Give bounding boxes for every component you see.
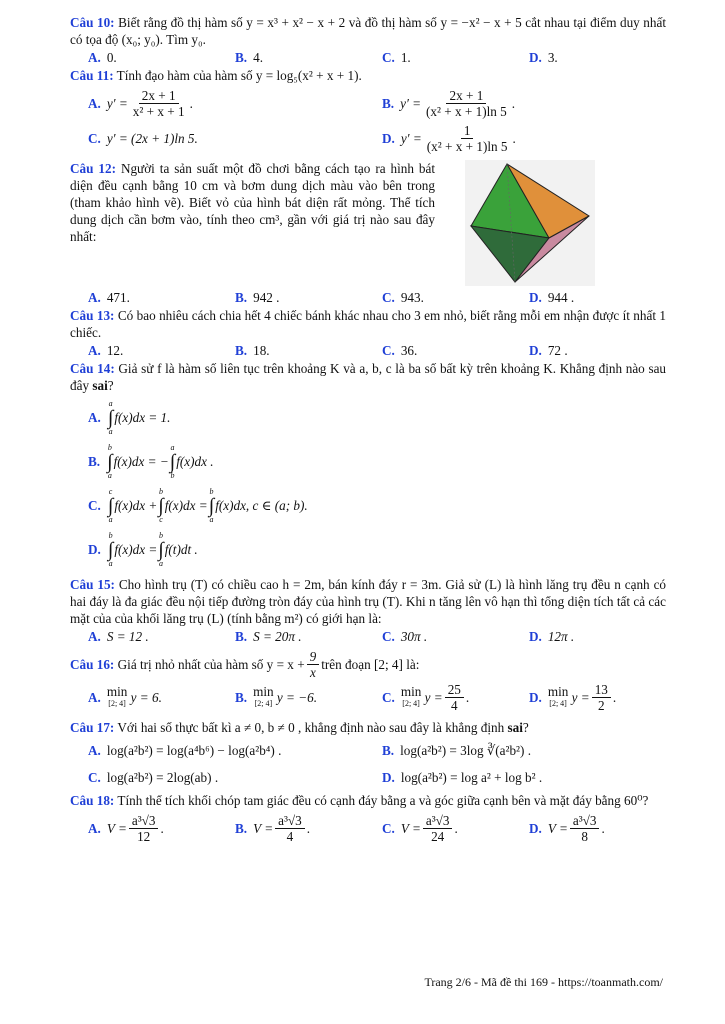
option-b[interactable]: B. y′ = $\frac{2x + 1}{\text{(x² + x + 1)ln 5}}$ . bbox=[382, 88, 516, 119]
option-d[interactable]: D. y′ = $\frac{1}{\text{(x² + x + 1)ln 5}}$ . bbox=[382, 123, 516, 154]
option-b[interactable]: B. min [2; 4] y = −6. bbox=[235, 683, 318, 708]
option-b[interactable]: B. 942 . bbox=[235, 290, 280, 305]
option-c[interactable]: C. 30π . bbox=[382, 629, 428, 644]
fraction: $\frac{\text{a³√3}}{8}$ bbox=[570, 813, 600, 844]
octahedron-image bbox=[465, 160, 595, 286]
exam-page bbox=[70, 14, 666, 845]
options-10 bbox=[88, 50, 666, 66]
option-c[interactable]: C. 1. bbox=[382, 50, 411, 65]
question-10 bbox=[70, 14, 666, 48]
option-a[interactable]: A. min [2; 4] y = 6. bbox=[88, 683, 162, 708]
integral-sign: b ∫ a bbox=[107, 443, 113, 480]
options-18 bbox=[88, 813, 666, 844]
question-text: Tính thể tích khối chóp tam giác đều có cạnh đáy bằng a và góc giữa cạnh bên và mặt đáy bằng 60⁰? bbox=[117, 793, 649, 808]
question-text: Cho hình trụ (T) có chiều cao h = 2m, bán kính đáy r = 3m. Giả sử (L) là hình lăng trụ đều n cạnh có hai đáy là đa giác đều nội tiếp đường tròn đáy của hình trụ (T). Khi n tăng lên vô hạn thì tổng diện tích tất cả các mặt của của khối lăng trụ (L) (tính bằng m²) có giới hạn là: bbox=[70, 577, 667, 626]
option-d[interactable]: D. V = $\frac{\text{a³√3}}{8}$ . bbox=[529, 813, 605, 844]
option-a[interactable]: A. log(a²b²) = log(a⁴b⁶) − log(a²b⁴) . bbox=[88, 743, 282, 758]
option-d[interactable]: D. log(a²b²) = log a² + log b² . bbox=[382, 770, 543, 785]
question-18 bbox=[70, 792, 666, 809]
option-c[interactable]: C. c ∫ a f(x)dx + b ∫ c f(x)dx = b ∫ a f(x)dx, c ∈ (a; b). bbox=[88, 487, 308, 524]
min-operator: min [2; 4] bbox=[400, 683, 422, 708]
page-footer: Trang 2/6 - Mã đề thi 169 - https://toanmath.com/ bbox=[424, 975, 663, 989]
question-14: Câu 14: Giả sử f là hàm số liên tục trên khoảng K và a, b, c là ba số bất kỳ trên khoảng K. Khẳng định nào sau đây sai? bbox=[70, 361, 667, 393]
min-operator: min [2; 4] bbox=[547, 683, 569, 708]
options-11-row2 bbox=[88, 123, 666, 154]
question-12 bbox=[70, 160, 666, 286]
option-a[interactable]: A. S = 12 . bbox=[88, 629, 149, 644]
options-11-row1 bbox=[88, 88, 666, 119]
options-17-row2 bbox=[88, 769, 666, 786]
option-a[interactable]: A. y′ = $\frac{2x + 1}{\text{x² + x + 1}}$ . bbox=[88, 88, 193, 119]
option-d[interactable]: D. 944 . bbox=[529, 290, 575, 305]
fraction: $\frac{1}{\text{(x² + x + 1)ln 5}}$ bbox=[426, 123, 508, 154]
integral-sign: b ∫ a bbox=[107, 531, 114, 568]
question-number: Câu 12: bbox=[70, 161, 116, 176]
min-operator: min [2; 4] bbox=[106, 683, 128, 708]
question-text: Với hai số thực bất kì a ≠ 0, b ≠ 0 , khẳng định nào sau đây là khẳng định bbox=[117, 720, 508, 735]
option-c[interactable]: C. 36. bbox=[382, 343, 418, 358]
options-17-row1 bbox=[88, 742, 666, 759]
option-a[interactable]: A. 12. bbox=[88, 343, 124, 358]
option-d[interactable]: D. 72 . bbox=[529, 343, 568, 358]
fraction: $\frac{13}{2}$ bbox=[592, 682, 611, 713]
question-number: Câu 18: bbox=[70, 793, 115, 808]
question-number: Câu 14: bbox=[70, 361, 115, 376]
options-12 bbox=[88, 290, 666, 306]
question-text: Có bao nhiêu cách chia hết 4 chiếc bánh khác nhau cho 3 em nhỏ, biết rằng mỗi em nhận được ít nhất 1 chiếc. bbox=[70, 308, 667, 340]
integral-sign: a ∫ a bbox=[107, 399, 114, 436]
question-17: Câu 17: Với hai số thực bất kì a ≠ 0, b ≠ 0 , khẳng định nào sau đây là khẳng định sai? bbox=[70, 720, 529, 735]
integral-sign: c ∫ a bbox=[107, 487, 114, 524]
question-13 bbox=[70, 307, 666, 341]
question-text: Biết rằng đồ thị hàm số y = x³ + x² − x + 2 và đồ thị hàm số y = −x² − x + 5 cắt nhau tại điểm duy nhất có tọa độ (x₀; y₀). Tìm y₀. bbox=[70, 15, 667, 47]
options-14 bbox=[88, 396, 666, 572]
question-text: Giá trị nhỏ nhất của hàm số y = x + bbox=[117, 657, 305, 672]
option-d[interactable]: D. 12π . bbox=[529, 629, 575, 644]
option-c[interactable]: C. V = $\frac{\text{a³√3}}{24}$ . bbox=[382, 813, 458, 844]
option-d[interactable]: D. b ∫ a f(x)dx = b ∫ a f(t)dt . bbox=[88, 531, 198, 568]
min-operator: min [2; 4] bbox=[253, 683, 274, 708]
integral-sign: b ∫ a bbox=[208, 487, 215, 524]
fraction: $\frac{25}{4}$ bbox=[445, 682, 464, 713]
option-c[interactable]: C. 943. bbox=[382, 290, 424, 305]
option-c[interactable]: C. log(a²b²) = 2log(ab) . bbox=[88, 770, 219, 785]
integral-sign: b ∫ c bbox=[158, 487, 164, 524]
question-number: Câu 17: bbox=[70, 720, 115, 735]
option-d[interactable]: D. 3. bbox=[529, 50, 558, 65]
fraction: $\frac{2x + 1}{\text{x² + x + 1}}$ bbox=[132, 88, 185, 119]
option-b[interactable]: B. log(a²b²) = 3log ∛(a²b²) . bbox=[382, 743, 531, 758]
integral-sign: a ∫ b bbox=[169, 443, 176, 480]
option-b[interactable]: B. 4. bbox=[235, 50, 263, 65]
question-number: Câu 13: bbox=[70, 308, 115, 323]
question-number: Câu 10: bbox=[70, 15, 115, 30]
option-b[interactable]: B. S = 20π . bbox=[235, 629, 302, 644]
option-c[interactable]: C. y′ = (2x + 1)ln 5. bbox=[88, 131, 198, 146]
octahedron-figure bbox=[465, 160, 595, 286]
fraction: $\frac{\text{a³√3}}{4}$ bbox=[275, 813, 305, 844]
question-number: Câu 11: bbox=[70, 68, 114, 83]
integral-sign: b ∫ a bbox=[158, 531, 164, 568]
option-b[interactable]: B. b ∫ a f(x)dx = − a ∫ b f(x)dx . bbox=[88, 443, 214, 480]
option-b[interactable]: B. 18. bbox=[235, 343, 270, 358]
option-a[interactable]: A. 0. bbox=[88, 50, 117, 65]
option-a[interactable]: A. a ∫ a f(x)dx = 1. bbox=[88, 399, 171, 436]
question-11 bbox=[70, 67, 666, 84]
question-number: Câu 16: bbox=[70, 657, 115, 672]
option-b[interactable]: B. V = $\frac{\text{a³√3}}{4}$ . bbox=[235, 813, 311, 844]
options-16 bbox=[88, 682, 666, 713]
question-number: Câu 15: bbox=[70, 577, 115, 592]
options-13 bbox=[88, 343, 666, 359]
option-a[interactable]: A. V = $\frac{\text{a³√3}}{12}$ . bbox=[88, 813, 164, 844]
fraction: $\frac{\text{a³√3}}{24}$ bbox=[423, 813, 453, 844]
question-text: Tính đạo hàm của hàm số y = log₅(x² + x + 1). bbox=[116, 68, 362, 83]
question-16: Câu 16: Giá trị nhỏ nhất của hàm số y = x + $\frac{9}{x}$ trên đoạn [2; 4] là: bbox=[70, 649, 420, 680]
options-15 bbox=[88, 629, 666, 645]
option-d[interactable]: D. min [2; 4] y = $\frac{13}{2}$ . bbox=[529, 682, 617, 713]
fraction: $\frac{9}{x}$ bbox=[307, 649, 320, 680]
question-15 bbox=[70, 576, 666, 627]
fraction: $\frac{2x + 1}{\text{(x² + x + 1)ln 5}}$ bbox=[426, 88, 507, 119]
fraction: $\frac{\text{a³√3}}{12}$ bbox=[129, 813, 159, 844]
option-a[interactable]: A. 471. bbox=[88, 290, 130, 305]
option-c[interactable]: C. min [2; 4] y = $\frac{25}{4}$ . bbox=[382, 682, 470, 713]
question-text: Người ta sản suất một đồ chơi bằng cách tạo ra hình bát diện đều cạnh bằng 10 cm và bơm dung dịch màu vào bên trong (tham khảo hình vẽ). Biết vỏ của hình bát diện rất mỏng. Thể tích dung dịch cần bơm vào, tính theo cm³, gần với giá trị nào sau đây nhất: bbox=[70, 161, 436, 244]
question-text: Giả sử f là hàm số liên tục trên khoảng K và a, b, c là ba số bất kỳ trên khoảng K. Khẳng định nào sau đây bbox=[70, 361, 667, 393]
